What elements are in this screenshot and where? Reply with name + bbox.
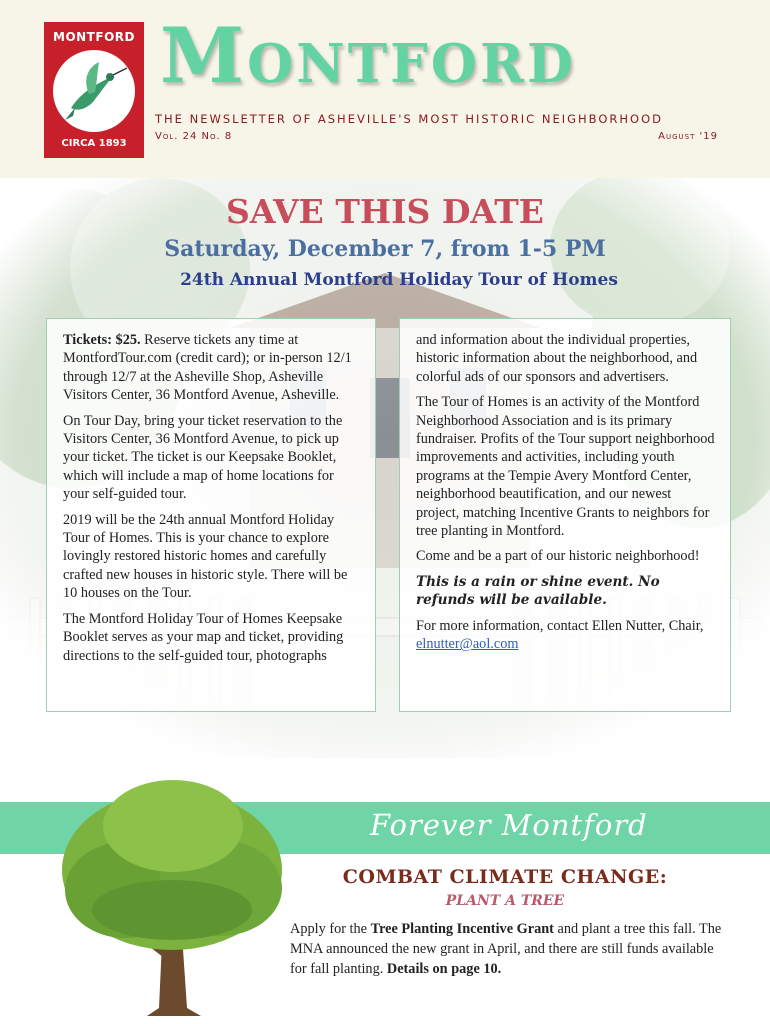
event-date-heading: Saturday, December 7, from 1-5 PM xyxy=(164,236,606,262)
forever-montford-title: Forever Montford xyxy=(370,808,648,842)
tickets-text: Reserve tickets any time at MontfordTour.com (credit card); or in-person 12/1 through 12/7 at the Asheville Shop, Asheville Visitors Center, 36 Montford Avenue, Asheville. xyxy=(63,332,352,404)
logo-wordmark: MONTFORD xyxy=(53,30,135,44)
grant-text-1: Apply for the xyxy=(290,921,371,937)
tickets-price: Tickets: $25. xyxy=(63,332,141,348)
tickets-paragraph xyxy=(63,331,363,405)
newsletter-subtitle: THE NEWSLETTER OF ASHEVILLE'S MOST HISTORIC NEIGHBORHOOD xyxy=(155,112,664,126)
save-the-date-heading: SAVE THIS DATE xyxy=(226,192,544,231)
tree-image xyxy=(55,770,290,1020)
newsletter-title: Montford xyxy=(160,11,576,100)
logo-circa: CIRCA 1893 xyxy=(61,138,127,149)
booklet-paragraph: The Montford Holiday Tour of Homes Keepsake Booklet serves as your map and ticket, providing directions to the self-guided tour, photographs xyxy=(63,610,344,664)
grant-text-2: and plant a tree this fall. The MNA announced the new grant in April, and there are still funds available for fall planting. xyxy=(290,921,722,977)
contact-paragraph xyxy=(416,617,718,654)
grant-paragraph xyxy=(290,919,730,979)
grant-name: Tree Planting Incentive Grant xyxy=(370,921,554,937)
combat-climate-heading: COMBAT CLIMATE CHANGE: xyxy=(342,866,668,888)
annual-tour-paragraph: 2019 will be the 24th annual Montford Holiday Tour of Homes. This is your chance to explore lovingly restored historic homes and carefully crafted new houses in historic style. There will be 10 houses on the Tour. xyxy=(63,511,348,602)
contact-text: For more information, contact Ellen Nutter, Chair, xyxy=(416,617,704,634)
contact-email-link[interactable]: elnutter@aol.com xyxy=(416,636,519,653)
plant-a-tree-subheading: PLANT A TREE xyxy=(445,893,565,909)
masthead xyxy=(0,0,770,178)
booklet-continued-paragraph: and information about the individual properties, historic information about the neighborhood, and colorful ads of our sponsors and advertisers. xyxy=(416,332,698,385)
invitation-paragraph: Come and be a part of our historic neighborhood! xyxy=(416,548,700,565)
hummingbird-icon xyxy=(53,50,135,132)
article-column-left xyxy=(46,318,376,712)
volume-number: Vol. 24 No. 8 xyxy=(155,131,233,142)
article-column-right xyxy=(399,318,731,712)
event-name-heading: 24th Annual Montford Holiday Tour of Homes xyxy=(180,270,618,290)
fundraiser-paragraph: The Tour of Homes is an activity of the Montford Neighborhood Association and is its primary fundraiser. Profits of the Tour support neighborhood improvements and activities, including youth programs at the Tempie Avery Montford Center, neighborhood beautification, and our newest project, matching Incentive Grants to neighbors for tree planting in Montford. xyxy=(416,394,715,540)
tour-day-paragraph: On Tour Day, bring your ticket reservation to the Visitors Center, 36 Montford Avenue, to pick up your ticket. The ticket is our Keepsake Booklet, which will include a map of home locations for your self-guided tour. xyxy=(63,412,343,503)
rain-or-shine-notice: This is a rain or shine event. No refunds will be available. xyxy=(416,573,660,609)
montford-logo xyxy=(44,22,144,158)
issue-date: August '19 xyxy=(658,131,718,142)
grant-details: Details on page 10. xyxy=(386,961,502,977)
